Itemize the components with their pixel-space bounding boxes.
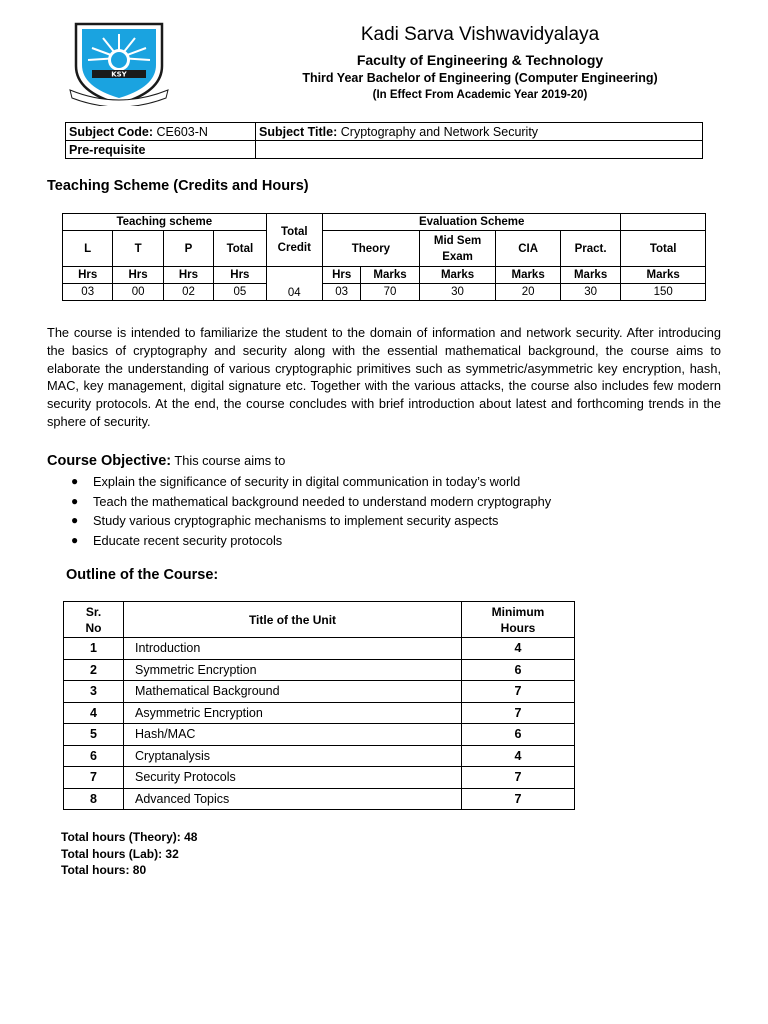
subject-table: [65, 122, 703, 159]
table-row: 3 Mathematical Background 7: [64, 681, 575, 703]
prerequisite-value: [256, 141, 703, 159]
total-credit-head: Total Credit: [266, 214, 322, 267]
header-unit: Title of the Unit: [124, 602, 462, 638]
document-header: [250, 22, 710, 103]
bullet-icon: ●: [71, 493, 79, 508]
objective-label: Course Objective:: [47, 453, 172, 469]
total-theory-hours: Total hours (Theory): 48: [61, 830, 198, 844]
subject-code-value: CE603-N: [156, 124, 208, 139]
subject-code-cell: [66, 123, 256, 141]
col-cia: CIA: [496, 231, 561, 267]
col-l: L: [63, 231, 113, 267]
blank-head: [621, 214, 706, 231]
university-logo: [66, 20, 172, 106]
credit-value: 04: [266, 267, 322, 301]
value-midsem: 30: [419, 284, 496, 301]
total-hours-sum: Total hours: 80: [61, 863, 147, 877]
value-l: 03: [63, 284, 113, 301]
unit-hrs: Hrs: [214, 267, 266, 284]
value-total: 05: [214, 284, 266, 301]
unit-hrs: Hrs: [113, 267, 163, 284]
faculty-name: Faculty of Engineering & Technology: [356, 52, 604, 68]
logo-text: KSY: [111, 70, 127, 79]
effect-note: (In Effect From Academic Year 2019-20): [372, 89, 588, 101]
value-theory-hrs: 03: [323, 284, 361, 301]
unit-hrs: Hrs: [163, 267, 213, 284]
value-t: 00: [113, 284, 163, 301]
col-midsem: Mid Sem Exam: [419, 231, 496, 267]
list-item: ● Teach the mathematical background needed to understand modern cryptography: [93, 492, 727, 512]
value-p: 02: [163, 284, 213, 301]
program-name: Third Year Bachelor of Engineering (Computer Engineering): [302, 71, 658, 85]
unit-marks: Marks: [621, 267, 706, 284]
unit-hrs: Hrs: [63, 267, 113, 284]
unit-marks: Marks: [419, 267, 496, 284]
subject-title-value: Cryptography and Network Security: [340, 124, 539, 139]
value-cia: 20: [496, 284, 561, 301]
table-row: 7 Security Protocols 7: [64, 767, 575, 789]
evaluation-scheme-head: Evaluation Scheme: [323, 214, 621, 231]
header-hours: Minimum Hours: [462, 602, 575, 638]
list-item: ● Explain the significance of security in digital communication in today’s world: [93, 472, 727, 492]
teaching-scheme-head: Teaching scheme: [63, 214, 267, 231]
bullet-icon: ●: [71, 513, 79, 527]
table-row: 1 Introduction 4: [64, 638, 575, 660]
col-t: T: [113, 231, 163, 267]
unit-hrs: Hrs: [323, 267, 361, 284]
total-lab-hours: Total hours (Lab): 32: [61, 846, 179, 861]
list-item: ● Study various cryptographic mechanisms to implement security aspects: [93, 511, 727, 531]
table-row: 5 Hash/MAC 6: [64, 724, 575, 746]
col-theory: Theory: [323, 231, 420, 267]
unit-marks: Marks: [560, 267, 620, 284]
course-objective: [47, 452, 727, 550]
outline-table: [63, 601, 575, 810]
value-grand-total: 150: [621, 284, 706, 301]
unit-marks: Marks: [361, 267, 419, 284]
outline-title: Outline of the Course:: [66, 567, 219, 583]
subject-title-label: Subject Title:: [259, 124, 338, 139]
subject-title-cell: [256, 123, 703, 141]
bullet-icon: ●: [71, 474, 79, 488]
total-hours: [61, 829, 197, 879]
value-pract: 30: [560, 284, 620, 301]
header-sr: Sr. No: [64, 602, 124, 638]
table-row: 2 Symmetric Encryption 6: [64, 659, 575, 681]
teaching-scheme-table: [62, 213, 706, 301]
table-row: 6 Cryptanalysis 4: [64, 745, 575, 767]
table-row: 4 Asymmetric Encryption 7: [64, 702, 575, 724]
university-name: Kadi Sarva Vishwavidyalaya: [360, 24, 600, 45]
objective-list: [47, 472, 727, 550]
col-pract: Pract.: [560, 231, 620, 267]
unit-marks: Marks: [496, 267, 561, 284]
value-theory-marks: 70: [361, 284, 419, 301]
list-item: ● Educate recent security protocols: [93, 531, 727, 551]
prerequisite-label: Pre-requisite: [66, 141, 256, 159]
objective-intro: This course aims to: [171, 453, 286, 468]
table-row: 8 Advanced Topics 7: [64, 788, 575, 810]
col-total: Total: [214, 231, 266, 267]
teaching-scheme-title: Teaching Scheme (Credits and Hours): [47, 178, 309, 194]
col-grand-total: Total: [621, 231, 706, 267]
subject-code-label: Subject Code:: [69, 124, 154, 139]
col-p: P: [163, 231, 213, 267]
bullet-icon: ●: [71, 532, 79, 547]
course-description: The course is intended to familiarize the student to the domain of information and network security. After introducing the basics of cryptography and security along with the essential mathematical background, the course aims to elaborate the understanding of various cryptographic primitives such as symmetric/asymmetric key encryption, hash, MAC, key management, digital signature etc. Together with the various attacks, the course also includes few modern security protocols. At the end, the course concludes with brief introduction about latest and forthcoming trends in the sphere of security.: [47, 325, 721, 429]
